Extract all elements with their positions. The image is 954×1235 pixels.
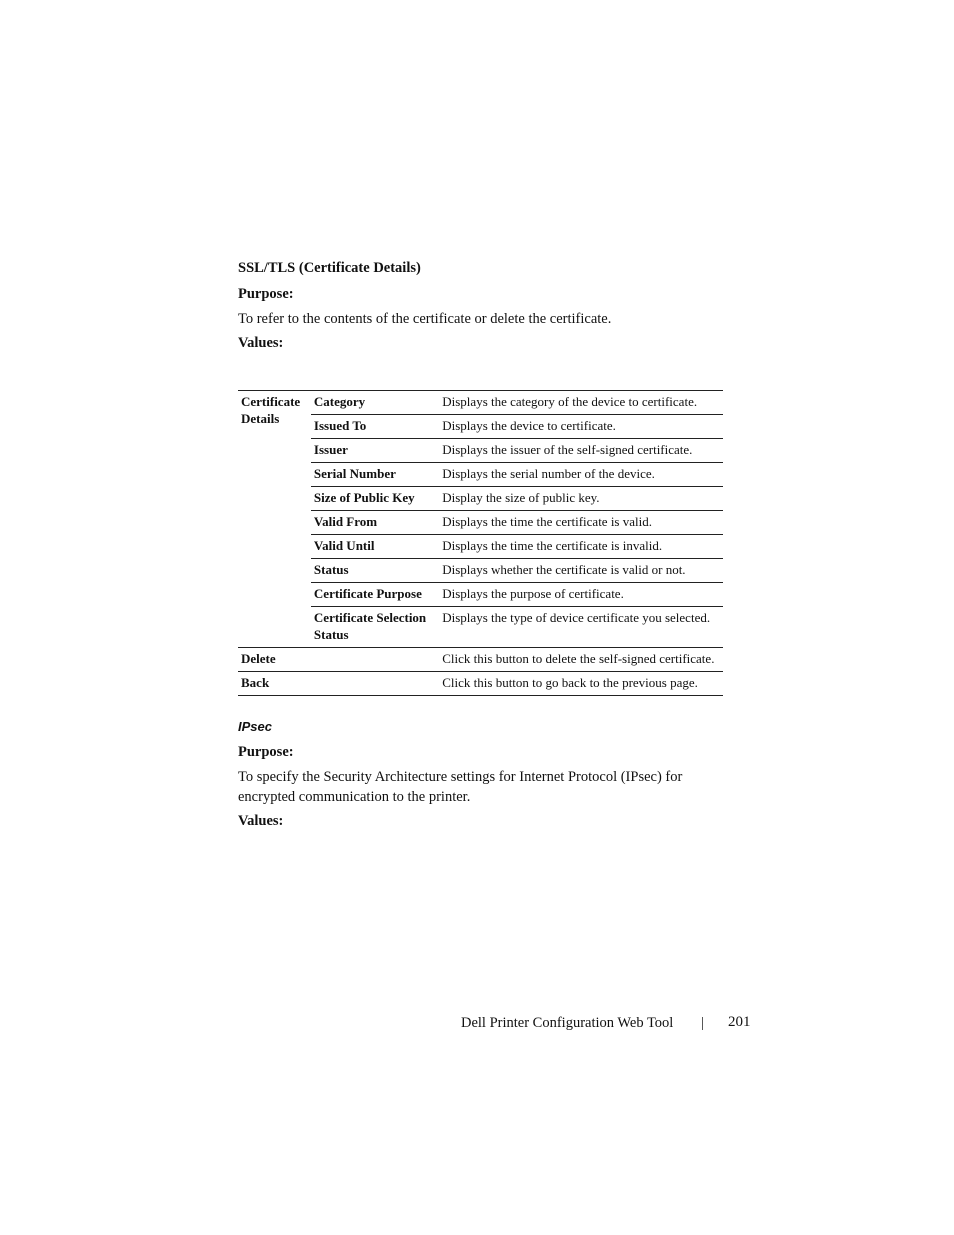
table-row-back	[238, 672, 723, 696]
row-desc: Displays the category of the device to certificate.	[439, 391, 723, 415]
purpose-text: To refer to the contents of the certificate or delete the certificate.	[238, 311, 612, 327]
row-name: Certificate Purpose	[311, 583, 439, 607]
row-name: Status	[311, 559, 439, 583]
purpose-label: Purpose:	[238, 286, 294, 302]
table-row	[238, 511, 723, 535]
page-footer	[461, 1014, 751, 1032]
group-label: Certificate Details	[238, 391, 311, 648]
table-row	[238, 463, 723, 487]
table-row	[238, 487, 723, 511]
back-label: Back	[241, 675, 270, 690]
row-name: Size of Public Key	[311, 487, 439, 511]
table-row	[238, 559, 723, 583]
row-name: Valid Until	[311, 535, 439, 559]
page-number: 201	[728, 1014, 751, 1030]
row-desc: Displays whether the certificate is valid or not.	[439, 559, 723, 583]
certificate-details-table	[238, 390, 723, 696]
table-row	[238, 535, 723, 559]
row-name: Serial Number	[311, 463, 439, 487]
footer-title: Dell Printer Configuration Web Tool	[461, 1015, 674, 1031]
delete-desc: Click this button to delete the self-signed certificate.	[442, 651, 715, 666]
row-name: Valid From	[311, 511, 439, 535]
ipsec-values-label: Values:	[238, 813, 284, 829]
ipsec-purpose-label: Purpose:	[238, 744, 294, 760]
row-name: Issuer	[311, 439, 439, 463]
row-desc: Display the size of public key.	[439, 487, 723, 511]
row-desc: Displays the type of device certificate you selected.	[442, 610, 711, 625]
row-desc: Displays the serial number of the device.	[439, 463, 723, 487]
table-row-delete	[238, 648, 723, 672]
delete-label: Delete	[241, 651, 276, 666]
row-name: Category	[311, 391, 439, 415]
table-row	[238, 439, 723, 463]
table-row	[238, 415, 723, 439]
back-desc: Click this button to go back to the previous page.	[442, 675, 698, 690]
row-desc: Displays the time the certificate is valid.	[439, 511, 723, 535]
section-title: SSL/TLS (Certificate Details)	[238, 260, 421, 276]
ipsec-title: IPsec	[238, 719, 272, 734]
row-desc: Displays the time the certificate is invalid.	[439, 535, 723, 559]
row-desc: Displays the issuer of the self-signed certificate.	[439, 439, 723, 463]
row-name: Certificate Selection Status	[313, 610, 427, 642]
row-desc: Displays the device to certificate.	[439, 415, 723, 439]
row-name: Issued To	[311, 415, 439, 439]
table-row	[238, 607, 723, 648]
footer-separator: |	[701, 1015, 704, 1031]
table-row	[238, 583, 723, 607]
values-label: Values:	[238, 335, 284, 351]
ipsec-purpose-text: To specify the Security Architecture settings for Internet Protocol (IPsec) for encrypted communication to the printer.	[238, 769, 683, 805]
table-row	[238, 391, 723, 415]
row-desc: Displays the purpose of certificate.	[439, 583, 723, 607]
